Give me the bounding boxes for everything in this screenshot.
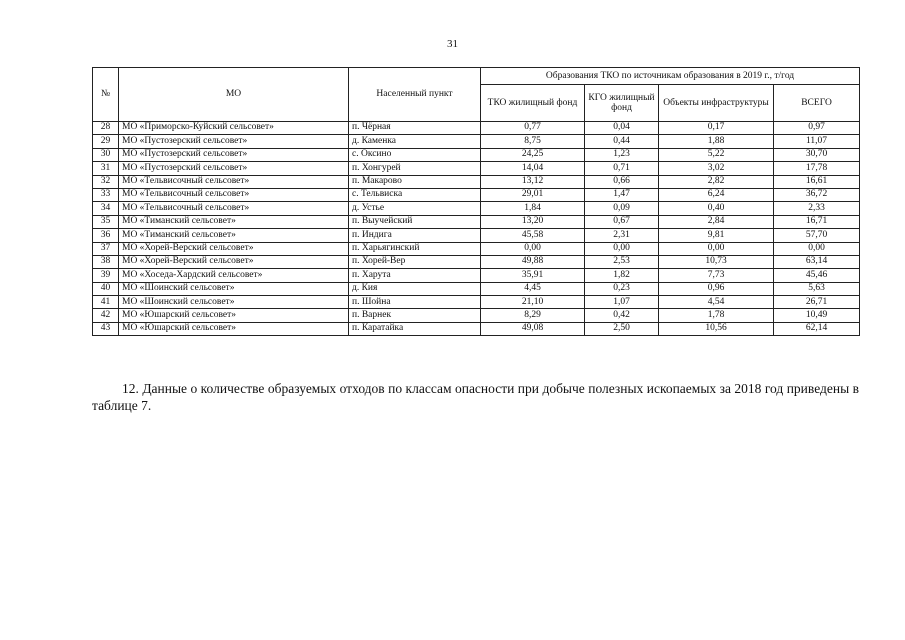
cell-place: п. Индига <box>349 229 481 242</box>
cell-total: 10,49 <box>774 309 860 322</box>
cell-num: 34 <box>93 202 119 215</box>
waste-table <box>92 67 860 336</box>
cell-kgo: 0,09 <box>585 202 659 215</box>
cell-kgo: 0,44 <box>585 135 659 148</box>
cell-place: п. Хонгурей <box>349 162 481 175</box>
cell-num: 43 <box>93 322 119 335</box>
cell-total: 16,61 <box>774 175 860 188</box>
body-paragraph: 12. Данные о количестве образуемых отходов по классам опасности при добыче полезных ископаемых за 2018 год приведены в таблице 7. <box>92 380 859 413</box>
header-num: № <box>93 68 119 122</box>
table-row <box>93 229 860 242</box>
cell-kgo: 2,31 <box>585 229 659 242</box>
table-row <box>93 269 860 282</box>
table-row <box>93 322 860 335</box>
cell-num: 35 <box>93 215 119 228</box>
cell-num: 42 <box>93 309 119 322</box>
cell-num: 40 <box>93 282 119 295</box>
cell-infra: 0,17 <box>659 122 774 135</box>
table-row <box>93 188 860 201</box>
cell-place: п. Макарово <box>349 175 481 188</box>
cell-mo: МО «Тельвисочный сельсовет» <box>119 202 349 215</box>
cell-num: 41 <box>93 296 119 309</box>
cell-tko: 49,08 <box>481 322 585 335</box>
table-row <box>93 175 860 188</box>
cell-total: 45,46 <box>774 269 860 282</box>
cell-mo: МО «Хорей-Верский сельсовет» <box>119 255 349 268</box>
cell-tko: 21,10 <box>481 296 585 309</box>
table-row <box>93 309 860 322</box>
cell-tko: 35,91 <box>481 269 585 282</box>
table-row <box>93 282 860 295</box>
cell-tko: 49,88 <box>481 255 585 268</box>
cell-mo: МО «Шоинский сельсовет» <box>119 296 349 309</box>
cell-num: 37 <box>93 242 119 255</box>
cell-infra: 10,73 <box>659 255 774 268</box>
header-group: Образования ТКО по источникам образования в 2019 г., т/год <box>481 68 860 85</box>
cell-kgo: 1,82 <box>585 269 659 282</box>
cell-total: 0,00 <box>774 242 860 255</box>
cell-total: 63,14 <box>774 255 860 268</box>
header-mo: МО <box>119 68 349 122</box>
header-kgo: КГО жилищный фонд <box>585 85 659 122</box>
cell-place: п. Варнек <box>349 309 481 322</box>
cell-tko: 1,84 <box>481 202 585 215</box>
cell-tko: 8,75 <box>481 135 585 148</box>
cell-mo: МО «Тиманский сельсовет» <box>119 229 349 242</box>
cell-infra: 3,02 <box>659 162 774 175</box>
cell-place: п. Шойна <box>349 296 481 309</box>
cell-num: 30 <box>93 148 119 161</box>
cell-mo: МО «Юшарский сельсовет» <box>119 322 349 335</box>
cell-mo: МО «Юшарский сельсовет» <box>119 309 349 322</box>
table-row <box>93 135 860 148</box>
cell-place: д. Кия <box>349 282 481 295</box>
cell-total: 5,63 <box>774 282 860 295</box>
cell-infra: 1,78 <box>659 309 774 322</box>
cell-total: 17,78 <box>774 162 860 175</box>
cell-kgo: 2,53 <box>585 255 659 268</box>
cell-total: 2,33 <box>774 202 860 215</box>
cell-mo: МО «Тельвисочный сельсовет» <box>119 188 349 201</box>
cell-infra: 1,88 <box>659 135 774 148</box>
cell-place: п. Каратайка <box>349 322 481 335</box>
header-place: Населенный пункт <box>349 68 481 122</box>
cell-tko: 0,00 <box>481 242 585 255</box>
cell-mo: МО «Приморско-Куйский сельсовет» <box>119 122 349 135</box>
cell-place: п. Харута <box>349 269 481 282</box>
cell-kgo: 0,04 <box>585 122 659 135</box>
cell-tko: 14,04 <box>481 162 585 175</box>
table-row <box>93 242 860 255</box>
cell-infra: 0,96 <box>659 282 774 295</box>
cell-mo: МО «Пустозерский сельсовет» <box>119 162 349 175</box>
cell-total: 62,14 <box>774 322 860 335</box>
cell-num: 29 <box>93 135 119 148</box>
cell-place: п. Харьягинский <box>349 242 481 255</box>
cell-infra: 6,24 <box>659 188 774 201</box>
table-row <box>93 215 860 228</box>
cell-tko: 13,12 <box>481 175 585 188</box>
cell-place: с. Тельвиска <box>349 188 481 201</box>
cell-kgo: 1,47 <box>585 188 659 201</box>
cell-kgo: 0,23 <box>585 282 659 295</box>
cell-place: п. Чёрная <box>349 122 481 135</box>
header-tko: ТКО жилищный фонд <box>481 85 585 122</box>
cell-infra: 0,00 <box>659 242 774 255</box>
cell-infra: 0,40 <box>659 202 774 215</box>
cell-tko: 45,58 <box>481 229 585 242</box>
table-row <box>93 122 860 135</box>
table-row <box>93 255 860 268</box>
cell-kgo: 2,50 <box>585 322 659 335</box>
cell-infra: 2,84 <box>659 215 774 228</box>
cell-tko: 8,29 <box>481 309 585 322</box>
cell-place: п. Выучейский <box>349 215 481 228</box>
cell-kgo: 1,07 <box>585 296 659 309</box>
cell-num: 28 <box>93 122 119 135</box>
cell-kgo: 0,00 <box>585 242 659 255</box>
cell-kgo: 0,66 <box>585 175 659 188</box>
cell-tko: 24,25 <box>481 148 585 161</box>
cell-num: 31 <box>93 162 119 175</box>
cell-infra: 4,54 <box>659 296 774 309</box>
cell-num: 39 <box>93 269 119 282</box>
cell-num: 36 <box>93 229 119 242</box>
cell-num: 33 <box>93 188 119 201</box>
table-row <box>93 296 860 309</box>
cell-tko: 0,77 <box>481 122 585 135</box>
cell-tko: 13,20 <box>481 215 585 228</box>
cell-total: 36,72 <box>774 188 860 201</box>
cell-kgo: 0,67 <box>585 215 659 228</box>
cell-total: 57,70 <box>774 229 860 242</box>
cell-total: 30,70 <box>774 148 860 161</box>
cell-num: 32 <box>93 175 119 188</box>
cell-infra: 7,73 <box>659 269 774 282</box>
cell-mo: МО «Тельвисочный сельсовет» <box>119 175 349 188</box>
table-body <box>93 122 860 336</box>
table-header-row-top <box>93 68 860 85</box>
header-total: ВСЕГО <box>774 85 860 122</box>
cell-place: п. Хорей-Вер <box>349 255 481 268</box>
table-row <box>93 148 860 161</box>
cell-place: д. Устье <box>349 202 481 215</box>
cell-infra: 9,81 <box>659 229 774 242</box>
cell-place: с. Оксино <box>349 148 481 161</box>
cell-mo: МО «Тиманский сельсовет» <box>119 215 349 228</box>
cell-mo: МО «Хорей-Верский сельсовет» <box>119 242 349 255</box>
table-row <box>93 162 860 175</box>
cell-kgo: 1,23 <box>585 148 659 161</box>
cell-kgo: 0,71 <box>585 162 659 175</box>
cell-tko: 4,45 <box>481 282 585 295</box>
cell-total: 16,71 <box>774 215 860 228</box>
header-infra: Объекты инфраструктуры <box>659 85 774 122</box>
cell-total: 11,07 <box>774 135 860 148</box>
cell-total: 26,71 <box>774 296 860 309</box>
cell-infra: 5,22 <box>659 148 774 161</box>
cell-tko: 29,01 <box>481 188 585 201</box>
table-row <box>93 202 860 215</box>
cell-infra: 10,56 <box>659 322 774 335</box>
cell-place: д. Каменка <box>349 135 481 148</box>
cell-total: 0,97 <box>774 122 860 135</box>
cell-kgo: 0,42 <box>585 309 659 322</box>
cell-mo: МО «Хоседа-Хардский сельсовет» <box>119 269 349 282</box>
cell-mo: МО «Шоинский сельсовет» <box>119 282 349 295</box>
page-number: 31 <box>447 38 458 50</box>
cell-mo: МО «Пустозерский сельсовет» <box>119 148 349 161</box>
cell-infra: 2,82 <box>659 175 774 188</box>
cell-mo: МО «Пустозерский сельсовет» <box>119 135 349 148</box>
cell-num: 38 <box>93 255 119 268</box>
